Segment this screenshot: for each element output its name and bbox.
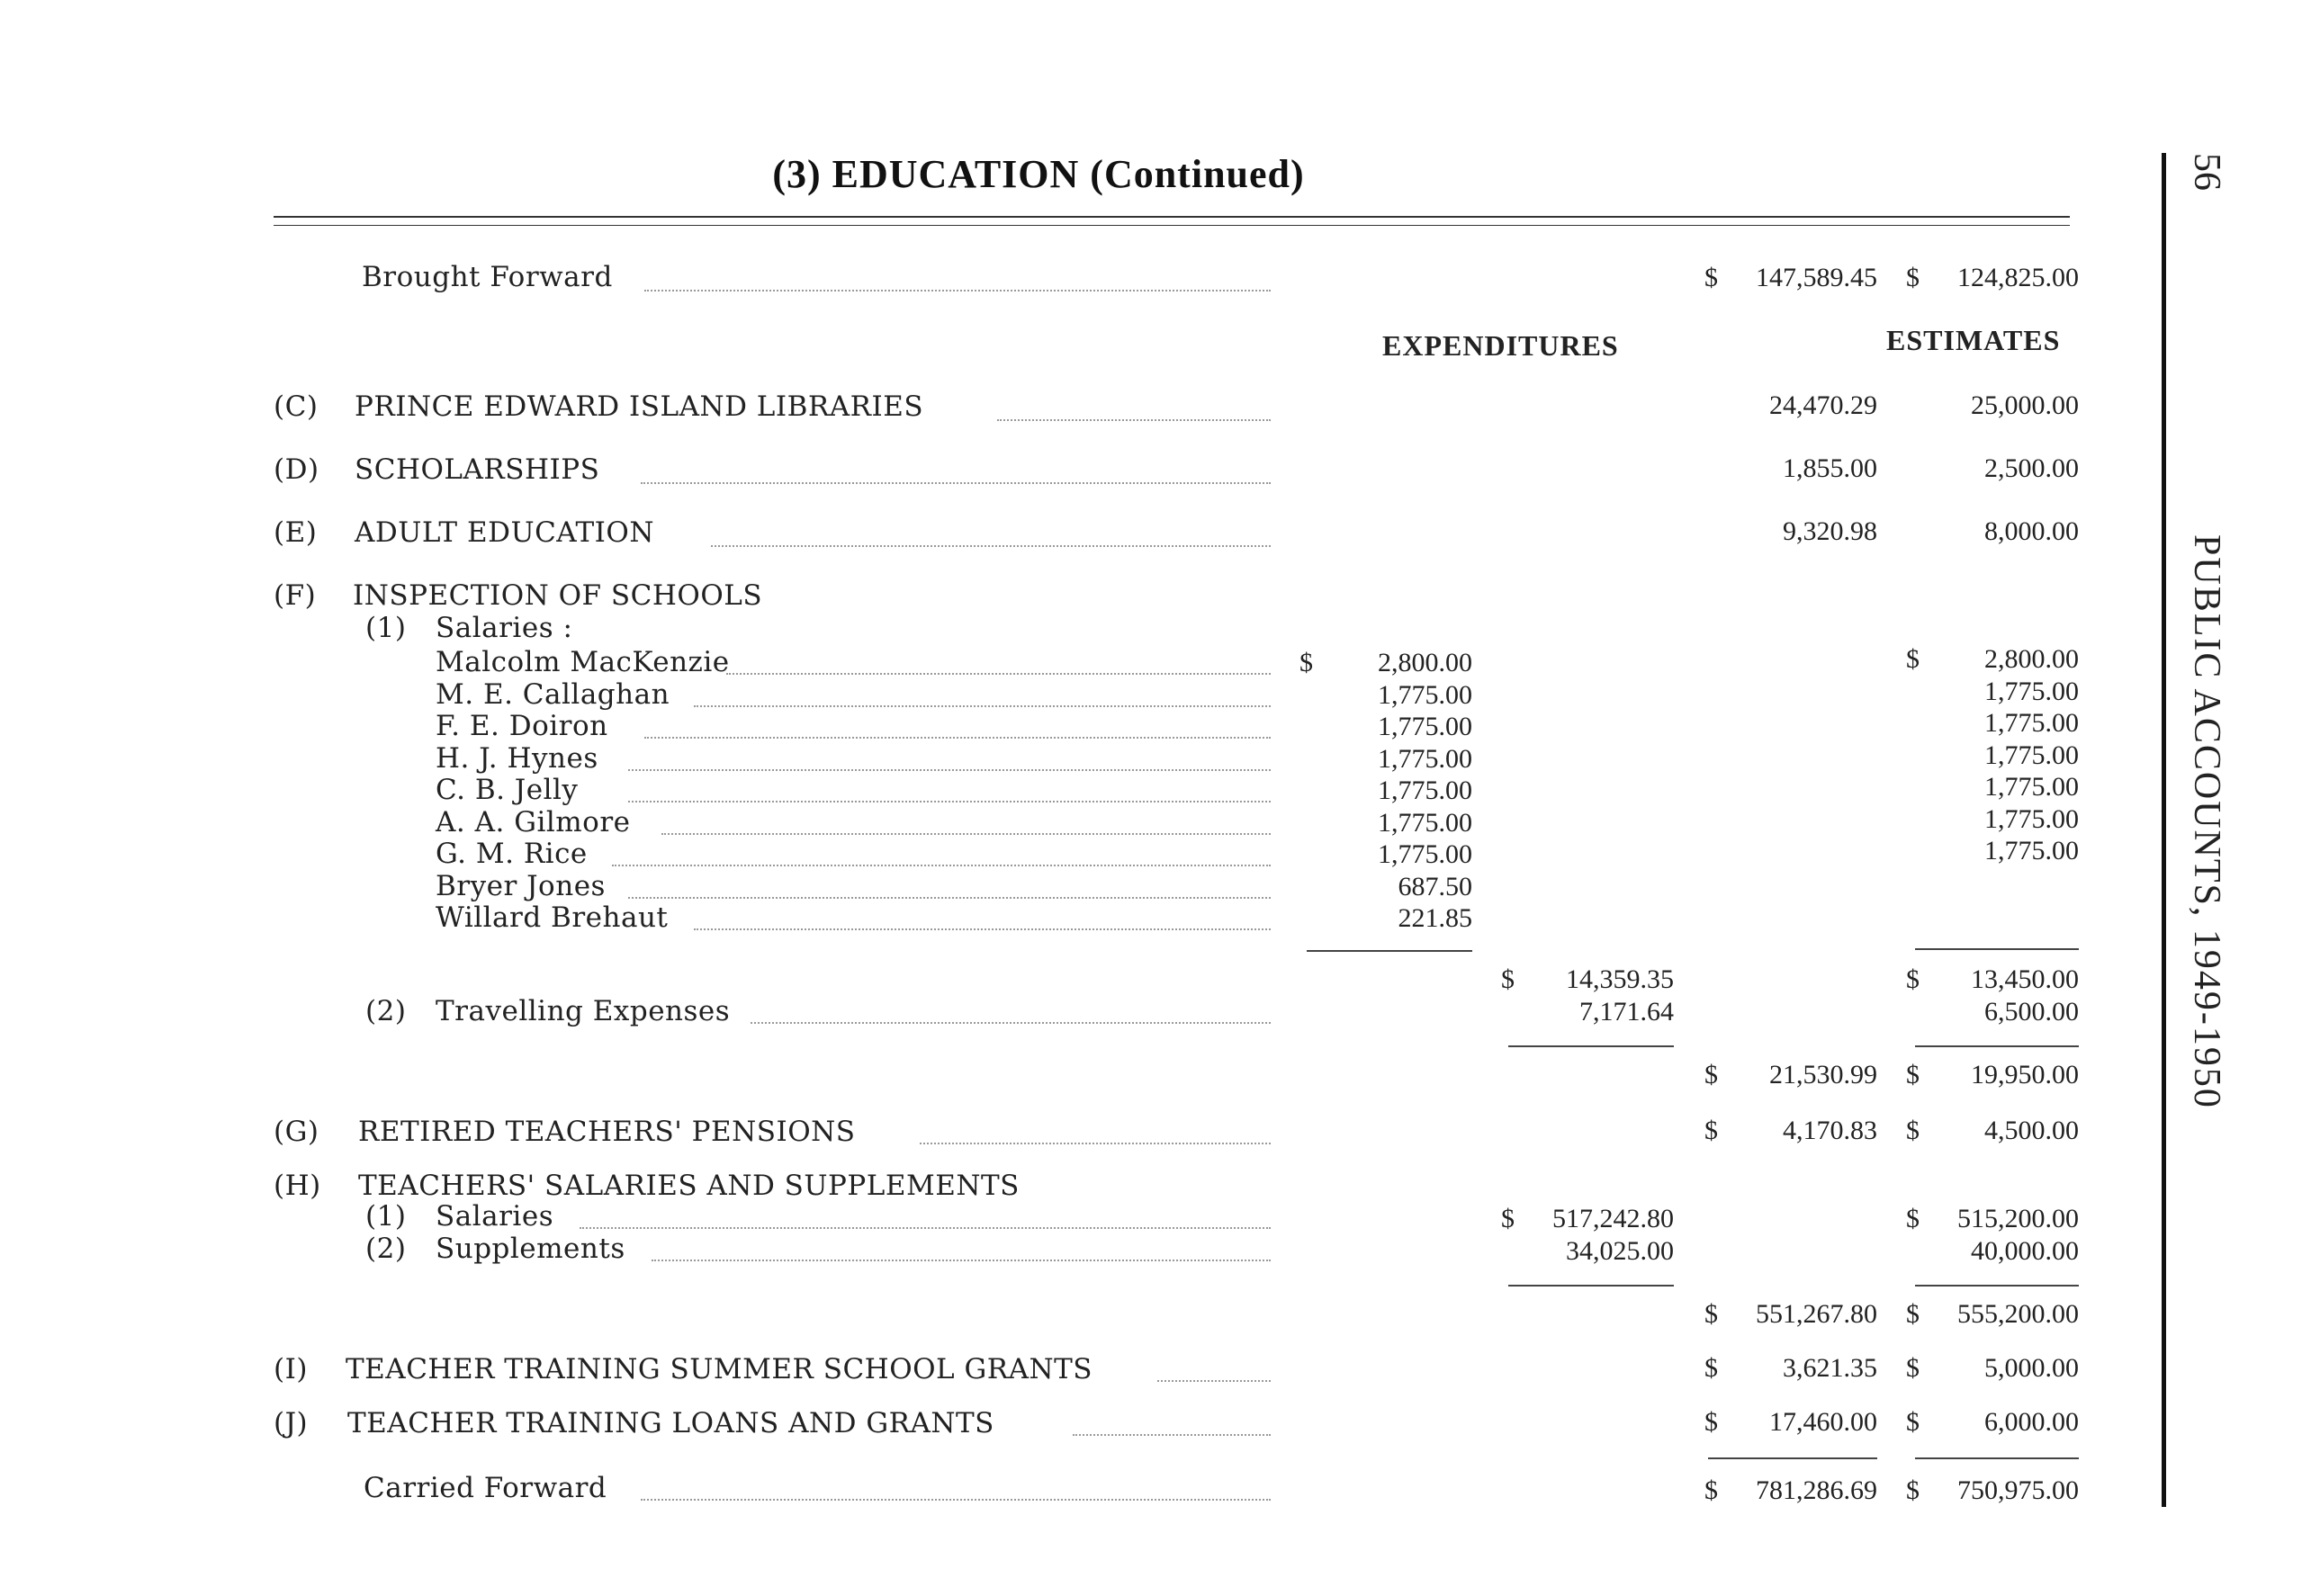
leader-dots <box>628 897 1271 899</box>
teachers-total: 551,267.80 <box>1756 1299 1877 1329</box>
travel-amount: 7,171.64 <box>1579 997 1674 1027</box>
pensions-expenditure: 4,170.83 <box>1783 1116 1877 1145</box>
leader-dots <box>641 482 1271 484</box>
dollar-sign: $ <box>1906 1407 1920 1437</box>
leader-dots <box>920 1143 1271 1144</box>
teachers-salaries-label: Salaries <box>436 1200 554 1233</box>
leader-dots <box>612 865 1271 866</box>
inspector-name: Bryer Jones <box>436 870 606 902</box>
dollar-sign: $ <box>1704 1407 1718 1437</box>
leader-dots <box>628 769 1271 771</box>
travel-estimate: 6,500.00 <box>1984 997 2079 1027</box>
pensions-label: RETIRED TEACHERS' PENSIONS <box>358 1116 856 1148</box>
dollar-sign: $ <box>1299 648 1313 677</box>
section-code: (I) <box>274 1353 308 1385</box>
inspector-amount: 1,775.00 <box>1378 744 1472 774</box>
inspector-estimate: 2,800.00 <box>1984 644 2079 674</box>
inspector-name: C. B. Jelly <box>436 774 579 806</box>
total-rule <box>1915 1457 2079 1459</box>
section-code: (D) <box>274 453 319 486</box>
inspection-total-estimate: 19,950.00 <box>1971 1060 2079 1089</box>
inspector-estimate: 1,775.00 <box>1984 772 2079 802</box>
dollar-sign: $ <box>1704 1353 1718 1383</box>
inspector-estimate: 1,775.00 <box>1984 677 2079 706</box>
libraries-label: PRINCE EDWARD ISLAND LIBRARIES <box>355 390 924 423</box>
subsection-code: (1) <box>365 1200 407 1233</box>
publication-title: PUBLIC ACCOUNTS, 1949-1950 <box>2186 534 2227 1109</box>
dollar-sign: $ <box>1704 1299 1718 1329</box>
pensions-estimate: 4,500.00 <box>1984 1116 2079 1145</box>
dollar-sign: $ <box>1704 1060 1718 1089</box>
dollar-sign: $ <box>1704 1475 1718 1505</box>
page-number: 56 <box>2186 153 2227 191</box>
inspection-salaries-estimate: 13,450.00 <box>1971 964 2079 994</box>
teachers-total-estimate: 555,200.00 <box>1957 1299 2079 1329</box>
teachers-salaries-estimate: 515,200.00 <box>1957 1204 2079 1233</box>
leader-dots <box>641 1499 1271 1501</box>
dollar-sign: $ <box>1906 1299 1920 1329</box>
section-code: (H) <box>274 1170 321 1202</box>
scholarships-label: SCHOLARSHIPS <box>355 453 600 486</box>
section-code: (E) <box>274 516 318 549</box>
carried-forward-label: Carried Forward <box>364 1472 607 1504</box>
inspector-estimate: 1,775.00 <box>1984 740 2079 770</box>
summer-school-estimate: 5,000.00 <box>1984 1353 2079 1383</box>
brought-forward-expenditure: 147,589.45 <box>1756 263 1877 292</box>
carried-forward-estimate: 750,975.00 <box>1957 1475 2079 1505</box>
leader-dots <box>711 545 1271 547</box>
dollar-sign: $ <box>1501 964 1515 994</box>
dollar-sign: $ <box>1906 1353 1920 1383</box>
inspector-name: Willard Brehaut <box>436 901 669 934</box>
libraries-estimate: 25,000.00 <box>1971 390 2079 420</box>
inspector-name: Malcolm MacKenzie <box>436 646 730 678</box>
section-code: (C) <box>274 390 319 423</box>
inspector-name: M. E. Callaghan <box>436 678 670 711</box>
inspector-amount: 1,775.00 <box>1378 776 1472 805</box>
summer-school-label: TEACHER TRAINING SUMMER SCHOOL GRANTS <box>346 1353 1093 1385</box>
inspection-salaries-label: Salaries : <box>436 612 573 644</box>
subsection-code: (2) <box>365 1233 407 1265</box>
inspection-label: INSPECTION OF SCHOOLS <box>353 579 763 612</box>
inspector-name: F. E. Doiron <box>436 710 608 742</box>
dollar-sign: $ <box>1906 1060 1920 1089</box>
inspector-name: G. M. Rice <box>436 838 588 870</box>
supplements-estimate: 40,000.00 <box>1971 1236 2079 1266</box>
dollar-sign: $ <box>1501 1204 1515 1233</box>
subtotal-rule <box>1508 1285 1674 1287</box>
title-rule-top <box>274 216 2070 218</box>
leader-dots <box>1157 1380 1271 1382</box>
subtotal-rule <box>1915 948 2079 950</box>
travel-label: Travelling Expenses <box>436 995 731 1027</box>
loans-label: TEACHER TRAINING LOANS AND GRANTS <box>347 1407 994 1439</box>
inspector-amount: 1,775.00 <box>1378 712 1472 741</box>
inspector-amount: 1,775.00 <box>1378 808 1472 838</box>
subtotal-rule <box>1915 1285 2079 1287</box>
side-margin <box>2180 153 2234 1507</box>
expenditures-header: EXPENDITURES <box>1382 329 1619 362</box>
inspector-amount: 687.50 <box>1398 872 1472 901</box>
teachers-salaries-amount: 517,242.80 <box>1552 1204 1674 1233</box>
carried-forward-expenditure: 781,286.69 <box>1756 1475 1877 1505</box>
title-rule-bottom <box>274 225 2070 226</box>
dollar-sign: $ <box>1906 644 1920 674</box>
leader-dots <box>652 1260 1271 1261</box>
leader-dots <box>751 1022 1271 1024</box>
loans-estimate: 6,000.00 <box>1984 1407 2079 1437</box>
leader-dots <box>628 801 1271 802</box>
scholarships-estimate: 2,500.00 <box>1984 453 2079 483</box>
subtotal-rule <box>1508 1045 1674 1047</box>
inspector-estimate: 1,775.00 <box>1984 836 2079 865</box>
dollar-sign: $ <box>1704 1116 1718 1145</box>
supplements-label: Supplements <box>436 1233 625 1265</box>
leader-dots <box>1073 1434 1271 1436</box>
subsection-code: (2) <box>365 995 407 1027</box>
inspection-total: 21,530.99 <box>1769 1060 1877 1089</box>
total-rule <box>1708 1457 1877 1459</box>
supplements-amount: 34,025.00 <box>1566 1236 1674 1266</box>
subtotal-rule <box>1915 1045 2079 1047</box>
inspector-estimate: 1,775.00 <box>1984 804 2079 834</box>
leader-dots <box>661 833 1271 835</box>
leader-dots <box>694 928 1271 930</box>
adult-education-estimate: 8,000.00 <box>1984 516 2079 546</box>
adult-education-label: ADULT EDUCATION <box>355 516 654 549</box>
dollar-sign: $ <box>1704 263 1718 292</box>
loans-expenditure: 17,460.00 <box>1769 1407 1877 1437</box>
section-code: (F) <box>274 579 317 612</box>
inspection-salaries-total: 14,359.35 <box>1566 964 1674 994</box>
inspector-estimate: 1,775.00 <box>1984 708 2079 738</box>
dollar-sign: $ <box>1906 1204 1920 1233</box>
page-title: (3) EDUCATION (Continued) <box>772 152 1305 196</box>
subtotal-rule <box>1307 950 1472 952</box>
libraries-expenditure: 24,470.29 <box>1769 390 1877 420</box>
leader-dots <box>726 673 1271 675</box>
inspector-amount: 1,775.00 <box>1378 839 1472 869</box>
inspector-name: A. A. Gilmore <box>436 806 631 838</box>
summer-school-expenditure: 3,621.35 <box>1783 1353 1877 1383</box>
section-code: (J) <box>274 1407 309 1439</box>
brought-forward-estimate: 124,825.00 <box>1957 263 2079 292</box>
inspector-amount: 221.85 <box>1398 903 1472 933</box>
inspector-amount: 2,800.00 <box>1378 648 1472 677</box>
inspector-amount: 1,775.00 <box>1378 680 1472 710</box>
dollar-sign: $ <box>1906 964 1920 994</box>
leader-dots <box>694 705 1271 707</box>
leader-dots <box>997 419 1271 421</box>
subsection-code: (1) <box>365 612 407 644</box>
section-code: (G) <box>274 1116 319 1148</box>
leader-dots <box>644 737 1271 739</box>
dollar-sign: $ <box>1906 1475 1920 1505</box>
dollar-sign: $ <box>1906 1116 1920 1145</box>
dollar-sign: $ <box>1906 263 1920 292</box>
scholarships-expenditure: 1,855.00 <box>1783 453 1877 483</box>
estimates-header: ESTIMATES <box>1886 324 2061 356</box>
teachers-label: TEACHERS' SALARIES AND SUPPLEMENTS <box>358 1170 1020 1202</box>
leader-dots <box>580 1227 1271 1229</box>
inspector-name: H. J. Hynes <box>436 742 598 775</box>
margin-rule <box>2162 153 2166 1507</box>
adult-education-expenditure: 9,320.98 <box>1783 516 1877 546</box>
brought-forward-label: Brought Forward <box>362 261 613 293</box>
leader-dots <box>644 290 1271 291</box>
